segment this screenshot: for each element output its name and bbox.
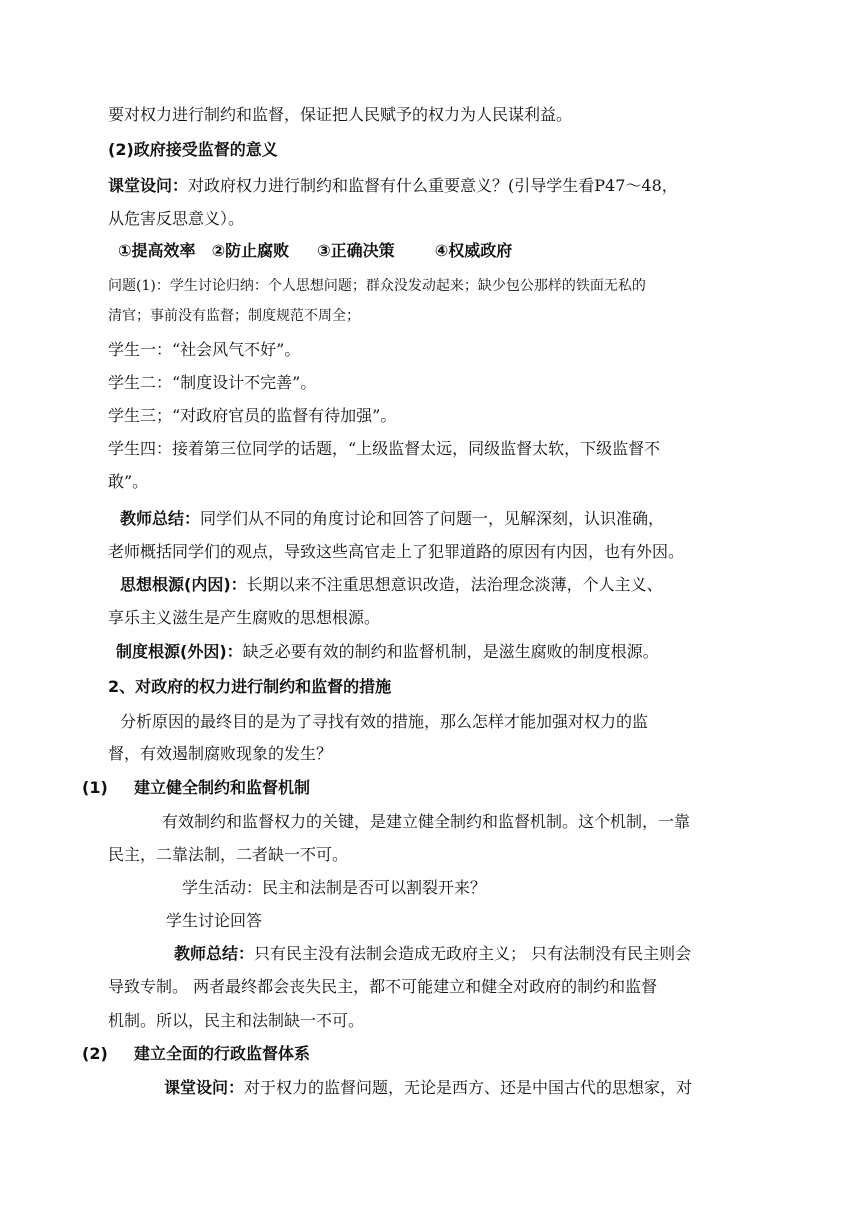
paragraph-line: 享乐主义滋生是产生腐败的思想根源。	[108, 608, 381, 627]
summary-text: 只有民主没有法制会造成无政府主义； 只有法制没有民主则会	[254, 944, 692, 963]
paragraph-line	[116, 642, 733, 662]
section-heading: (2)政府接受监督的意义	[108, 140, 278, 159]
paragraph-line	[120, 509, 733, 529]
paragraph-line: 老师概括同学们的观点，导致这些高官走上了犯罪道路的原因有内因，也有外因。	[108, 542, 685, 561]
paragraph-line: 问题(1)：学生讨论归纳：个人思想问题；群众没发动起来；缺少包公那样的铁面无私的	[108, 278, 646, 294]
paragraph-line: 学生一：“社会风气不好”。	[108, 340, 301, 359]
root-text: 长期以来不注重思想意识改造，法治理念淡薄，个人主义、	[246, 575, 663, 594]
label-classroom-question: 课堂设问：	[164, 1078, 245, 1097]
question-text: 对政府权力进行制约和监督有什么重要意义？(引导学生看P47～48，	[188, 176, 678, 195]
subsection-heading: 建立健全制约和监督机制	[134, 778, 311, 797]
label-teacher-summary: 教师总结：	[120, 509, 201, 528]
paragraph-line: 学生二：“制度设计不完善”。	[108, 373, 317, 392]
paragraph-line: 学生活动：民主和法制是否可以割裂开来？	[182, 878, 487, 897]
paragraph-line	[164, 1078, 733, 1098]
paragraph-line	[108, 176, 733, 196]
label-ideological-root: 思想根源(内因)：	[120, 575, 247, 594]
label-institutional-root: 制度根源(外因)：	[116, 642, 243, 661]
root-text: 缺乏必要有效的制约和监督机制，是滋生腐败的制度根源。	[242, 642, 659, 661]
paragraph-line	[174, 944, 733, 964]
item-number: (1)	[82, 778, 108, 797]
paragraph-line: 分析原因的最终目的是为了寻找有效的措施，那么怎样才能加强对权力的监	[120, 712, 649, 731]
paragraph-line: 民主，二靠法制，二者缺一不可。	[108, 845, 349, 864]
label-classroom-question: 课堂设问：	[108, 176, 189, 195]
label-teacher-summary: 教师总结：	[174, 944, 255, 963]
paragraph-line: 导致专制。 两者最终都会丧失民主，都不可能建立和健全对政府的制约和监督	[108, 977, 658, 996]
paragraph-line: 机制。所以，民主和法制缺一不可。	[108, 1011, 365, 1030]
paragraph-line: 敢”。	[108, 472, 149, 491]
subsection-heading: 建立全面的行政监督体系	[134, 1044, 311, 1063]
paragraph-line: 督，有效遏制腐败现象的发生？	[108, 744, 333, 763]
paragraph-line: 有效制约和监督权力的关键，是建立健全制约和监督机制。这个机制，一靠	[162, 812, 691, 831]
paragraph-line: 学生讨论回答	[166, 911, 263, 930]
paragraph-line: 清官；事前没有监督；制度规范不周全；	[108, 308, 360, 324]
summary-text: 同学们从不同的角度讨论和回答了问题一，见解深刻，认识准确，	[200, 509, 665, 528]
significance-list	[118, 241, 743, 261]
paragraph-line	[120, 575, 733, 595]
item-number: (2)	[82, 1044, 108, 1063]
list-item: ②防止腐败	[211, 241, 290, 260]
list-item: ④权威政府	[434, 241, 513, 260]
paragraph-line: 学生四：接着第三位同学的话题，“上级监督太远，同级监督太软，下级监督不	[108, 439, 661, 458]
list-item: ③正确决策	[317, 241, 395, 260]
question-text: 对于权力的监督问题，无论是西方、还是中国古代的思想家，对	[244, 1078, 693, 1097]
paragraph-line: 要对权力进行制约和监督，保证把人民赋予的权力为人民谋利益。	[108, 105, 573, 124]
section-heading: 2、对政府的权力进行制约和监督的措施	[108, 677, 392, 696]
paragraph-line: 学生三；“对政府官员的监督有待加强”。	[108, 406, 397, 425]
paragraph-line: 从危害反思意义）。	[108, 209, 245, 228]
list-item: ①提高效率	[118, 241, 196, 260]
